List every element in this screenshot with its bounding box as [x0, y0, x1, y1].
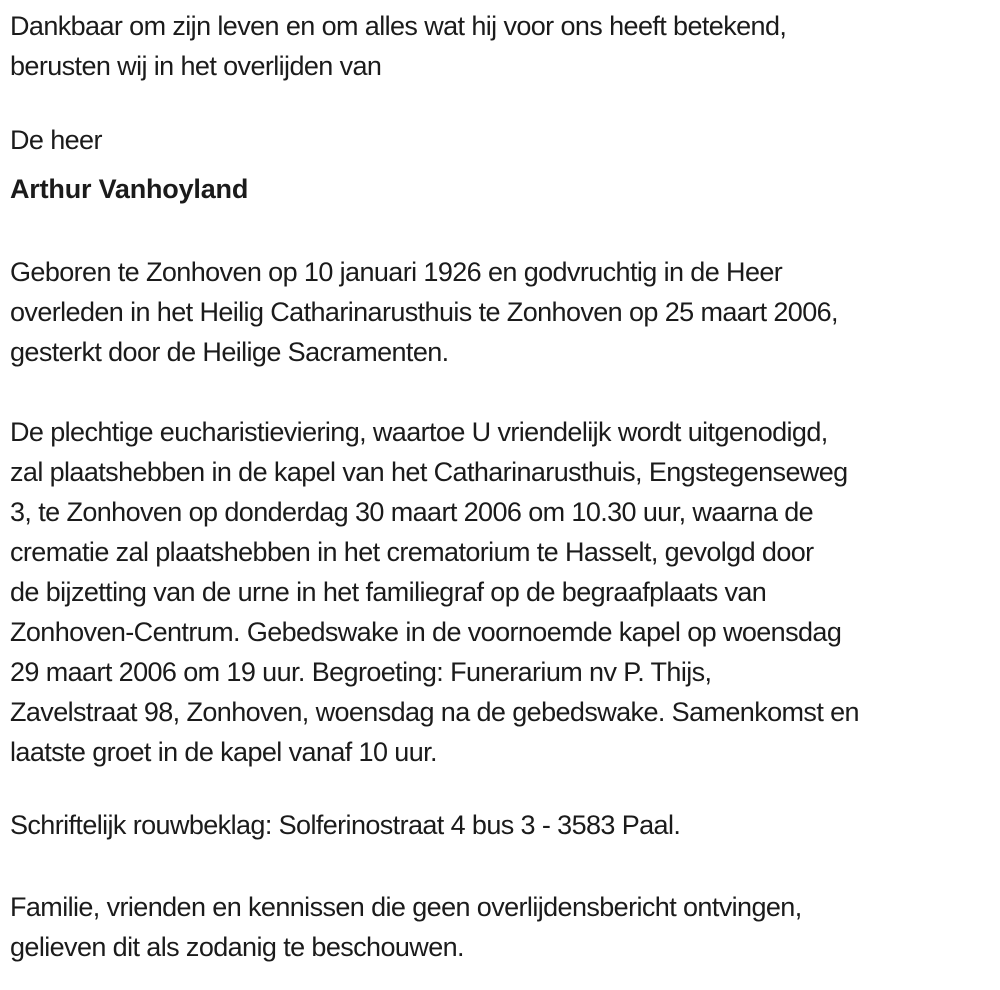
text-line: Dankbaar om zijn leven en om alles wat hij voor ons heeft betekend, [10, 11, 787, 41]
text-line: gelieven dit als zodanig te beschouwen. [10, 932, 464, 962]
text-line: gesterkt door de Heilige Sacramenten. [10, 337, 449, 367]
text-line: De plechtige eucharistieviering, waartoe U vriendelijk wordt uitgenodigd, [10, 417, 828, 447]
text-line: overleden in het Heilig Catharinarusthuis te Zonhoven op 25 maart 2006, [10, 297, 838, 327]
text-line: laatste groet in de kapel vanaf 10 uur. [10, 737, 437, 767]
text-line: Familie, vrienden en kennissen die geen overlijdensbericht ontvingen, [10, 892, 802, 922]
text-line: Zavelstraat 98, Zonhoven, woensdag na de gebedswake. Samenkomst en [10, 697, 859, 727]
closing-paragraph [10, 887, 990, 967]
deceased-name-text: Arthur Vanhoyland [10, 174, 249, 204]
salutation-paragraph [10, 120, 990, 160]
text-line: berusten wij in het overlijden van [10, 51, 382, 81]
text-line: Zonhoven-Centrum. Gebedswake in de voornoemde kapel op woensdag [10, 617, 842, 647]
text-line: 3, te Zonhoven op donderdag 30 maart 2006 om 10.30 uur, waarna de [10, 497, 814, 527]
deceased-name [10, 169, 990, 209]
salutation-text: De heer [10, 125, 102, 155]
text-line: Geboren te Zonhoven op 10 januari 1926 en godvruchtig in de Heer [10, 257, 783, 287]
text-line: crematie zal plaatshebben in het crematorium te Hasselt, gevolgd door [10, 537, 814, 567]
text-line: zal plaatshebben in de kapel van het Catharinarusthuis, Engstegenseweg [10, 457, 848, 487]
intro-paragraph [10, 6, 990, 86]
birth-death-paragraph [10, 252, 990, 372]
condolence-address-paragraph [10, 805, 990, 845]
text-line: 29 maart 2006 om 19 uur. Begroeting: Funerarium nv P. Thijs, [10, 657, 712, 687]
text-line: de bijzetting van de urne in het familiegraf op de begraafplaats van [10, 577, 767, 607]
service-details-paragraph [10, 412, 990, 772]
text-line: Schriftelijk rouwbeklag: Solferinostraat 4 bus 3 - 3583 Paal. [10, 810, 681, 840]
